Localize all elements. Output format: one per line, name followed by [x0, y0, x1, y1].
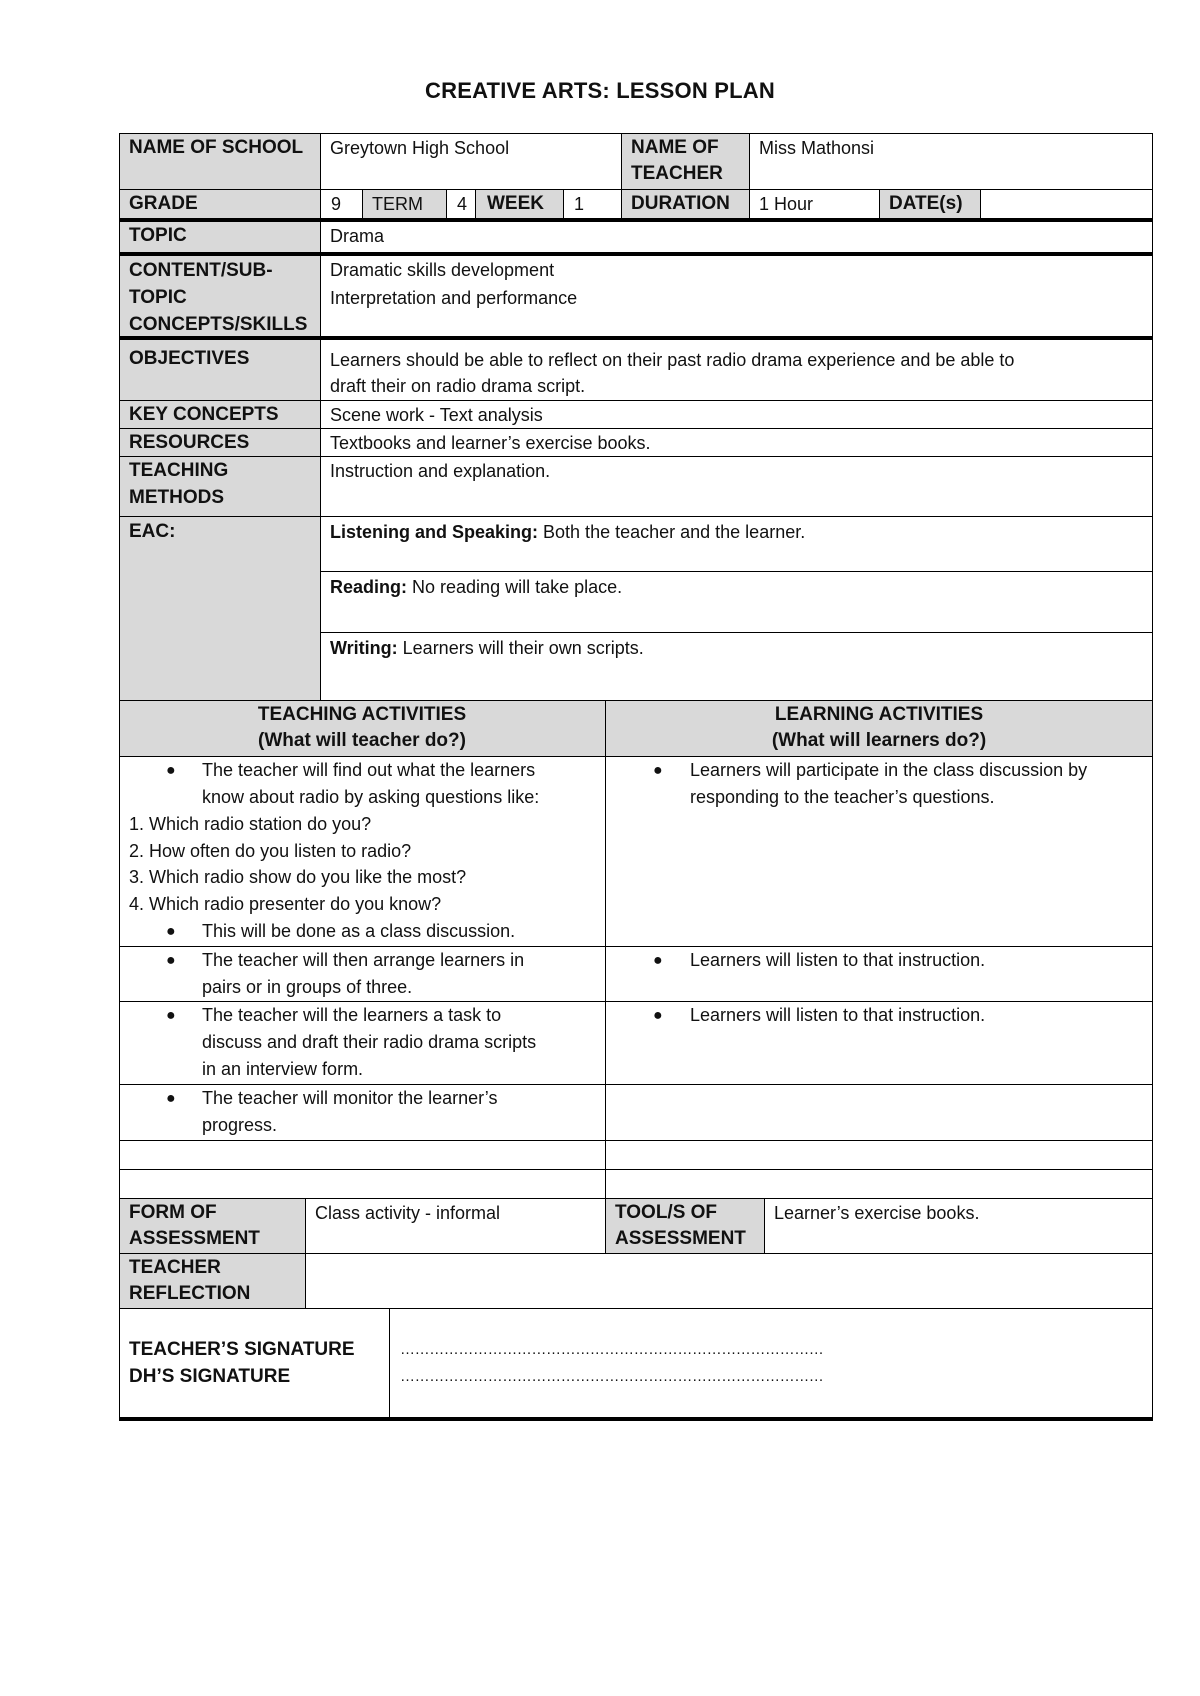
bullet-icon: ●: [653, 1007, 663, 1024]
bullet-icon: ●: [166, 762, 176, 779]
eac-writing: [330, 635, 644, 662]
learning-activity-3-line-1: Learners will listen to that instruction.: [690, 1005, 986, 1025]
learning-activity-2-line-1: Learners will listen to that instruction.: [690, 950, 986, 970]
form-of-assessment-label-2: ASSESSMENT: [129, 1228, 260, 1249]
teaching-methods-label-2: METHODS: [129, 487, 224, 508]
content-value-1: Dramatic skills development: [330, 260, 555, 280]
teaching-activity-3-line-2: discuss and draft their radio drama scripts: [202, 1032, 537, 1052]
eac-listening-label: Listening and Speaking:: [330, 522, 539, 542]
tools-of-assessment-value: Learner’s exercise books.: [774, 1203, 980, 1223]
teacher-reflection-label-1: TEACHER: [129, 1257, 221, 1278]
key-concepts-value: Scene work - Text analysis: [330, 405, 543, 425]
dh-signature-label: DH’S SIGNATURE: [129, 1366, 291, 1387]
topic-label: TOPIC: [129, 225, 187, 246]
form-of-assessment-label-1: FORM OF: [129, 1202, 217, 1223]
content-label-2: TOPIC: [129, 287, 187, 308]
eac-writing-value: Learners will their own scripts.: [397, 638, 644, 658]
eac-listening: [330, 519, 805, 546]
resources-value: Textbooks and learner’s exercise books.: [330, 433, 651, 453]
content-label-3: CONCEPTS/SKILLS: [129, 314, 308, 335]
term-value: 4: [457, 194, 468, 214]
bullet-icon: ●: [166, 923, 176, 940]
content-label-1: CONTENT/SUB-: [129, 260, 273, 281]
dates-label: DATE(s): [889, 193, 963, 214]
teaching-activity-1-line-1: The teacher will find out what the learners: [202, 760, 536, 780]
duration-label: DURATION: [631, 193, 730, 214]
eac-writing-label: Writing:: [330, 638, 398, 658]
teacher-reflection-label-2: REFLECTION: [129, 1283, 251, 1304]
eac-listening-value: Both the teacher and the learner.: [538, 522, 806, 542]
question-1: 1. Which radio station do you?: [129, 814, 372, 834]
resources-label: RESOURCES: [129, 432, 250, 453]
term-label: TERM: [372, 194, 423, 214]
duration-value: 1 Hour: [759, 194, 814, 214]
teacher-signature-line: ……………………………………………………………………………: [400, 1341, 824, 1358]
document-title: CREATIVE ARTS: LESSON PLAN: [425, 78, 775, 103]
week-label: WEEK: [487, 193, 544, 214]
objectives-value-1: Learners should be able to reflect on their past radio drama experience and be able to: [330, 350, 1015, 370]
tools-of-assessment-label-2: ASSESSMENT: [615, 1228, 746, 1249]
form-of-assessment-value: Class activity - informal: [315, 1203, 501, 1223]
question-4: 4. Which radio presenter do you know?: [129, 894, 442, 914]
bullet-icon: ●: [166, 1007, 176, 1024]
teaching-activity-4-line-2: progress.: [202, 1115, 278, 1135]
teacher-name-value: Miss Mathonsi: [759, 138, 875, 158]
eac-reading-value: No reading will take place.: [407, 577, 623, 597]
teaching-activity-1-line-3: This will be done as a class discussion.: [202, 921, 516, 941]
teaching-activities-header-1: TEACHING ACTIVITIES: [257, 704, 467, 725]
teaching-activity-3-line-1: The teacher will the learners a task to: [202, 1005, 502, 1025]
school-name-value: Greytown High School: [330, 138, 510, 158]
topic-value: Drama: [330, 226, 385, 246]
content-value-2: Interpretation and performance: [330, 288, 578, 308]
bullet-icon: ●: [166, 1090, 176, 1107]
teacher-name-label-2: TEACHER: [631, 163, 723, 184]
teaching-activity-2-line-1: The teacher will then arrange learners in: [202, 950, 525, 970]
objectives-label: OBJECTIVES: [129, 348, 250, 369]
learning-activity-1-line-1: Learners will participate in the class discussion by: [690, 760, 1088, 780]
teaching-activity-2-line-2: pairs or in groups of three.: [202, 977, 413, 997]
week-value: 1: [574, 194, 585, 214]
bullet-icon: ●: [653, 762, 663, 779]
teacher-name-label-1: NAME OF: [631, 137, 719, 158]
teaching-activity-4-line-1: The teacher will monitor the learner’s: [202, 1088, 498, 1108]
question-2: 2. How often do you listen to radio?: [129, 841, 412, 861]
dh-signature-line: ……………………………………………………………………………: [400, 1368, 824, 1385]
key-concepts-label: KEY CONCEPTS: [129, 404, 279, 425]
teaching-methods-label-1: TEACHING: [129, 460, 229, 481]
eac-reading: [330, 574, 622, 601]
eac-label: EAC:: [129, 521, 176, 542]
teaching-activity-3-line-3: in an interview form.: [202, 1059, 364, 1079]
grade-value: 9: [331, 194, 342, 214]
learning-activities-header-1: LEARNING ACTIVITIES: [774, 704, 984, 725]
tools-of-assessment-label-1: TOOL/S OF: [615, 1202, 718, 1223]
learning-activity-1-line-2: responding to the teacher’s questions.: [690, 787, 995, 807]
bullet-icon: ●: [653, 952, 663, 969]
teacher-signature-label: TEACHER’S SIGNATURE: [129, 1339, 355, 1360]
teaching-activity-1-line-2: know about radio by asking questions like:: [202, 787, 540, 807]
bullet-icon: ●: [166, 952, 176, 969]
school-name-label: NAME OF SCHOOL: [129, 137, 304, 158]
eac-reading-label: Reading:: [330, 577, 408, 597]
grade-label: GRADE: [129, 193, 198, 214]
learning-activities-header-2: (What will learners do?): [771, 730, 987, 751]
objectives-value-2: draft their on radio drama script.: [330, 376, 586, 396]
question-3: 3. Which radio show do you like the most?: [129, 867, 467, 887]
teaching-methods-value: Instruction and explanation.: [330, 461, 551, 481]
teaching-activities-header-2: (What will teacher do?): [258, 730, 466, 751]
